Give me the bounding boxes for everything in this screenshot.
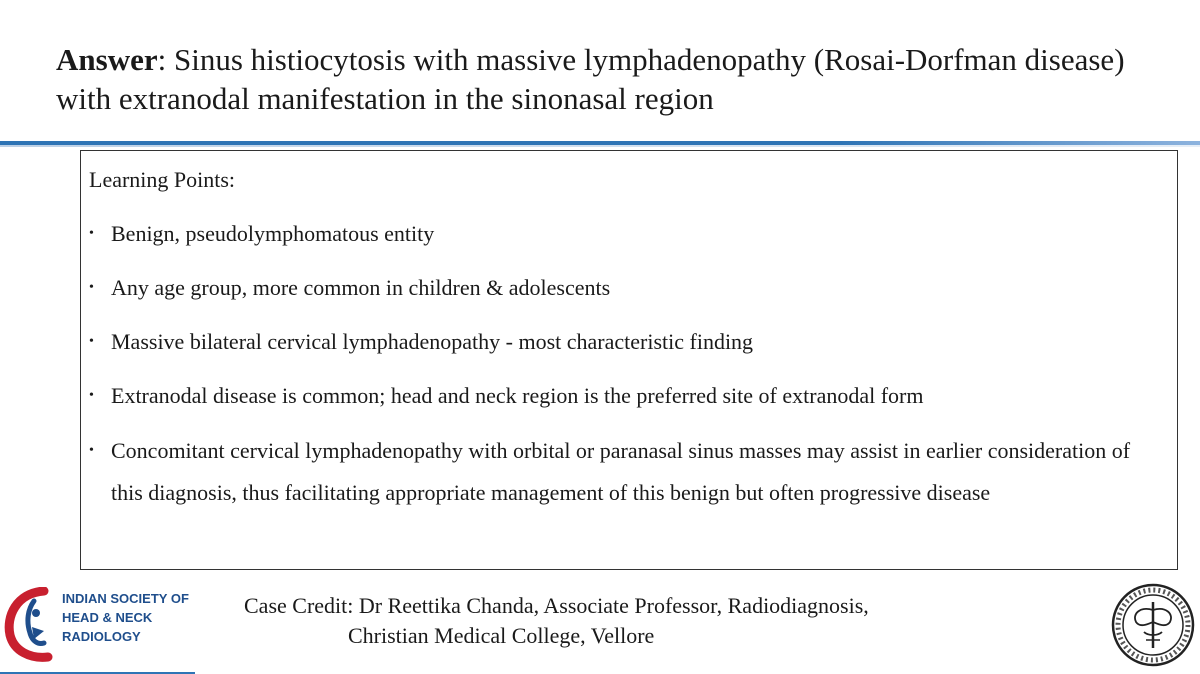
case-credit: [244, 591, 869, 651]
learning-point-text: Any age group, more common in children & adolescents: [111, 275, 611, 300]
learning-point-text: Massive bilateral cervical lymphadenopathy - most characteristic finding: [111, 329, 754, 354]
learning-point-text: Benign, pseudolymphomatous entity: [111, 221, 435, 246]
society-logo: [4, 587, 204, 667]
learning-point: [89, 321, 754, 363]
bullet-icon: •: [89, 443, 94, 458]
society-logo-icon: [4, 587, 60, 663]
society-name: [62, 589, 189, 646]
learning-points-heading: Learning Points:: [89, 167, 236, 192]
learning-points-box: [80, 150, 1178, 570]
bullet-icon: •: [89, 334, 94, 349]
case-credit-institution: Christian Medical College, Vellore: [348, 623, 655, 648]
bullet-icon: •: [89, 226, 94, 241]
learning-point: [89, 375, 924, 417]
society-name-line: HEAD & NECK: [62, 610, 153, 625]
bullet-icon: •: [89, 280, 94, 295]
slide-title: [56, 40, 1176, 118]
learning-point: [89, 430, 1151, 514]
header-divider-shadow: [0, 145, 1200, 147]
learning-point: [89, 267, 611, 309]
college-seal-icon: [1110, 582, 1196, 668]
society-name-line: INDIAN SOCIETY OF: [62, 591, 189, 606]
society-name-line: RADIOLOGY: [62, 629, 141, 644]
learning-point: [89, 213, 435, 255]
learning-point-text: Concomitant cervical lymphadenopathy with orbital or paranasal sinus masses may assist in earlier consideration of this diagnosis, thus facilitating appropriate management of this benign but often progressive disease: [111, 438, 1131, 505]
title-text: : Sinus histiocytosis with massive lymphadenopathy (Rosai-Dorfman disease) with extranodal manifestation in the sinonasal region: [56, 42, 1125, 116]
learning-point-text: Extranodal disease is common; head and neck region is the preferred site of extranodal form: [111, 383, 924, 408]
case-credit-line: Case Credit: Dr Reettika Chanda, Associate Professor, Radiodiagnosis,: [244, 593, 869, 618]
title-lead: Answer: [56, 42, 158, 77]
bullet-icon: •: [89, 388, 94, 403]
